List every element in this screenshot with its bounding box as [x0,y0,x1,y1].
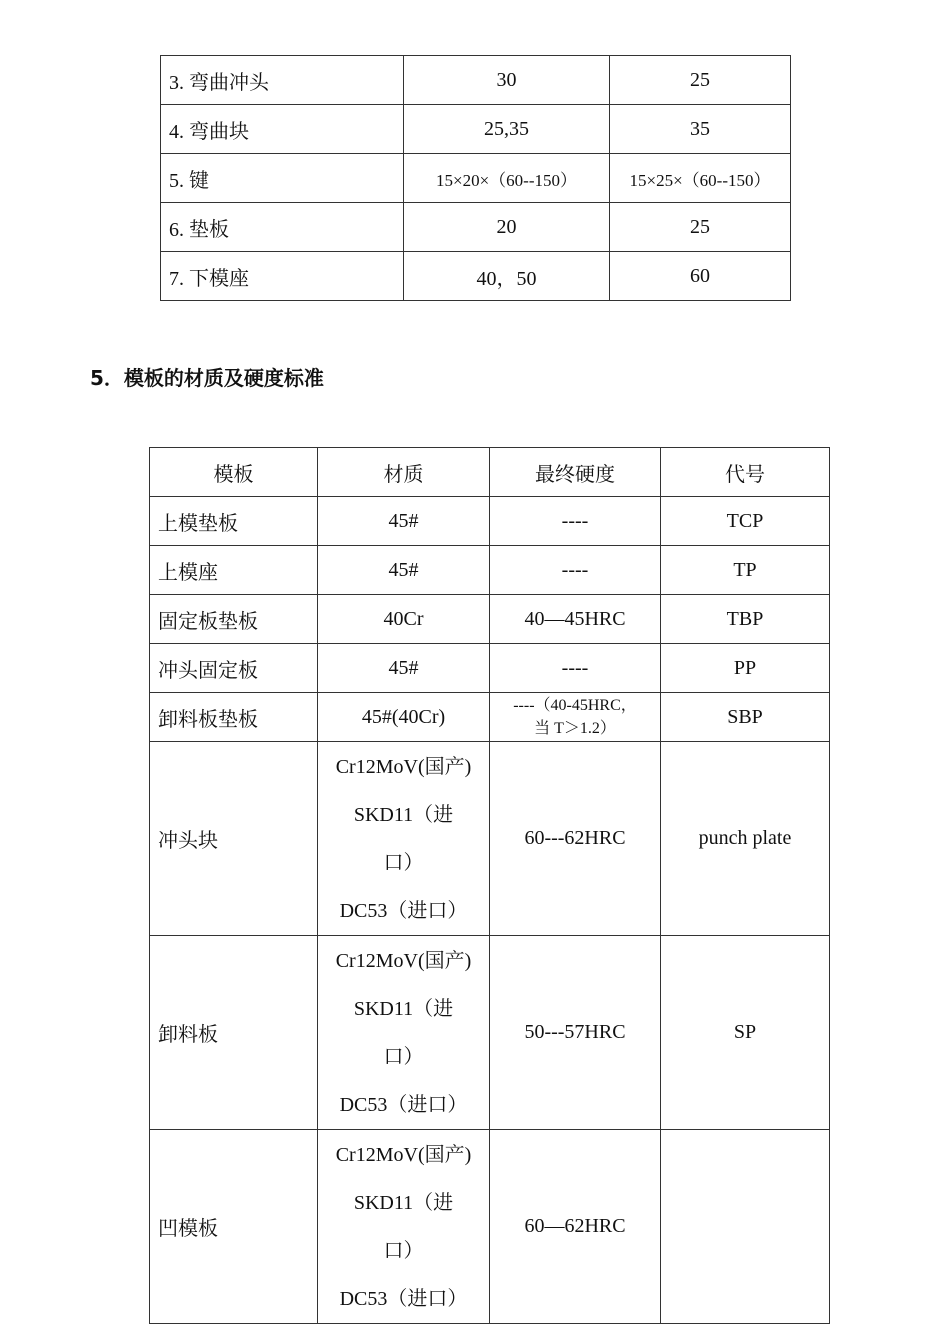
part-name: 7. 下模座 [161,252,404,301]
hardness-line: ----（40-45HRC， [513,697,637,714]
material-line: SKD11（进 [353,1191,454,1214]
plate-name: 冲头固定板 [150,644,318,693]
material-line: 口） [383,851,424,874]
code-cell: SBP [661,693,830,742]
table-row [161,105,791,154]
part-name: 6. 垫板 [161,203,404,252]
hardness-cell [490,693,661,742]
material-line: Cr12MoV(国产) [335,949,472,972]
value-cell: 60 [610,252,791,301]
code-cell: PP [661,644,830,693]
material-cell: 45# [318,644,490,693]
table-row [150,546,830,595]
material-line: SKD11（进 [353,803,454,826]
plate-name: 上模垫板 [150,497,318,546]
code-cell [661,1130,830,1324]
table-row [150,497,830,546]
part-name: 5. 键 [161,154,404,203]
material-cell [318,936,490,1130]
value-cell: 25 [610,56,791,105]
table-row [150,936,830,1130]
material-cell: 45#(40Cr) [318,693,490,742]
value-cell: 25 [610,203,791,252]
column-header: 模板 [150,448,318,497]
material-line: DC53（进口） [339,1287,468,1310]
hardness-cell: 40—45HRC [490,595,661,644]
value-cell: 25,35 [404,105,610,154]
table-row [161,56,791,105]
column-header: 代号 [661,448,830,497]
table-row [150,742,830,936]
value-cell: 15×20×（60--150） [404,154,610,203]
hardness-cell: ---- [490,644,661,693]
code-cell: SP [661,936,830,1130]
material-cell: 45# [318,546,490,595]
material-line: 口） [383,1045,424,1068]
code-cell: TP [661,546,830,595]
table-row [161,154,791,203]
plate-name: 卸料板垫板 [150,693,318,742]
value-cell: 15×25×（60--150） [610,154,791,203]
table-row [150,1130,830,1324]
table-row [150,693,830,742]
table-header-row [150,448,830,497]
table-row [150,644,830,693]
hardness-cell: 50---57HRC [490,936,661,1130]
column-header: 材质 [318,448,490,497]
plate-name: 固定板垫板 [150,595,318,644]
plate-name: 冲头块 [150,742,318,936]
material-cell: 45# [318,497,490,546]
material-line: DC53（进口） [339,1093,468,1116]
code-cell: TBP [661,595,830,644]
plate-name: 卸料板 [150,936,318,1130]
material-line: 口） [383,1239,424,1262]
column-header: 最终硬度 [490,448,661,497]
material-cell [318,742,490,936]
value-cell: 35 [610,105,791,154]
material-cell: 40Cr [318,595,490,644]
plate-name: 上模座 [150,546,318,595]
part-name: 3. 弯曲冲头 [161,56,404,105]
hardness-cell: 60---62HRC [490,742,661,936]
material-hardness-table [149,447,830,1324]
part-name: 4. 弯曲块 [161,105,404,154]
value-cell: 40，50 [404,252,610,301]
material-line: Cr12MoV(国产) [335,755,472,778]
table-row [150,595,830,644]
section-heading: 5．模板的材质及硬度标准 [90,366,324,390]
dimension-table [160,55,791,301]
material-cell [318,1130,490,1324]
value-cell: 30 [404,56,610,105]
plate-name: 凹模板 [150,1130,318,1324]
hardness-cell: ---- [490,546,661,595]
material-line: Cr12MoV(国产) [335,1143,472,1166]
hardness-cell: ---- [490,497,661,546]
table-row [161,203,791,252]
table-row [161,252,791,301]
hardness-cell: 60—62HRC [490,1130,661,1324]
material-line: SKD11（进 [353,997,454,1020]
code-cell: punch plate [661,742,830,936]
code-cell: TCP [661,497,830,546]
value-cell: 20 [404,203,610,252]
material-line: DC53（进口） [339,899,468,922]
hardness-line: 当 T＞1.2） [534,720,616,737]
